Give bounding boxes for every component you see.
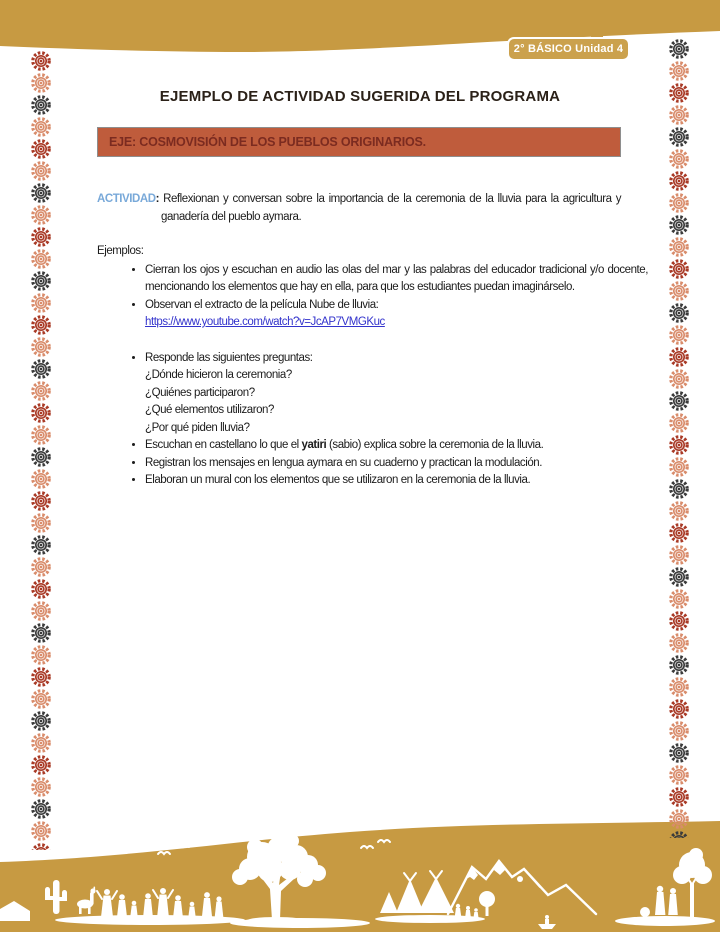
- example-bullet-listen-audio: • Cierran los ojos y escuchan en audio las olas del mar y las palabras del educador tradicional y/o docente, mencionando los elementos que hay en ella, para que los estudiantes puedan imaginárselo.: [145, 262, 648, 297]
- example-bullet-register: • Registran los mensajes en lengua aymara en su cuaderno y practican la modulación.: [145, 455, 648, 473]
- eje-banner: EJE: COSMOVISIÓN DE LOS PUEBLOS ORIGINARIOS.: [97, 127, 621, 157]
- link-line: [145, 314, 648, 332]
- yatiri-word: yatiri: [301, 439, 327, 451]
- bullet-text: • Responde las siguientes preguntas:: [145, 351, 313, 364]
- right-andean-chain-border: [666, 38, 692, 838]
- page-title: EJEMPLO DE ACTIVIDAD SUGERIDA DEL PROGRAMA: [159, 88, 561, 105]
- activity-colon: :: [155, 193, 159, 205]
- activity-label: ACTIVIDAD: [97, 193, 156, 205]
- question-line: ¿Qué elementos utilizaron?: [145, 404, 274, 416]
- bullet-text-before: Escuchan en castellano lo que el: [145, 439, 302, 451]
- unit-badge: 2° BÁSICO Unidad 4: [509, 39, 628, 59]
- example-bullet-questions: [145, 350, 648, 438]
- question-line: ¿Por qué piden lluvia?: [145, 421, 250, 434]
- footer-landscape-illustration: [0, 817, 720, 932]
- examples-list: [97, 262, 648, 490]
- examples-heading: Ejemplos:: [97, 245, 144, 257]
- activity-description: Reflexionan y conversan sobre la importancia de la ceremonia de la lluvia para la agricultura y ganadería del pueblo aymara.: [158, 193, 621, 223]
- bullet-text: • Observan el extracto de la película Nube de lluvia:: [145, 298, 379, 311]
- example-bullet-yatiri: [145, 437, 648, 455]
- question-line: ¿Dónde hicieron la ceremonia?: [145, 369, 292, 381]
- activity-paragraph: [97, 191, 621, 226]
- main-content: [97, 191, 648, 490]
- question-line: ¿Quiénes participaron?: [145, 386, 255, 399]
- youtube-link[interactable]: https://www.youtube.com/watch?v=JcAP7VMGKuc: [145, 316, 385, 328]
- left-andean-chain-border: [28, 50, 54, 850]
- example-bullet-watch-film: [145, 297, 648, 332]
- bullet-text-after: (sabio) explica sobre la ceremonia de la lluvia.: [326, 439, 544, 451]
- example-bullet-mural: • Elaboran un mural con los elementos que se utilizaron en la ceremonia de la lluvia.: [145, 472, 648, 490]
